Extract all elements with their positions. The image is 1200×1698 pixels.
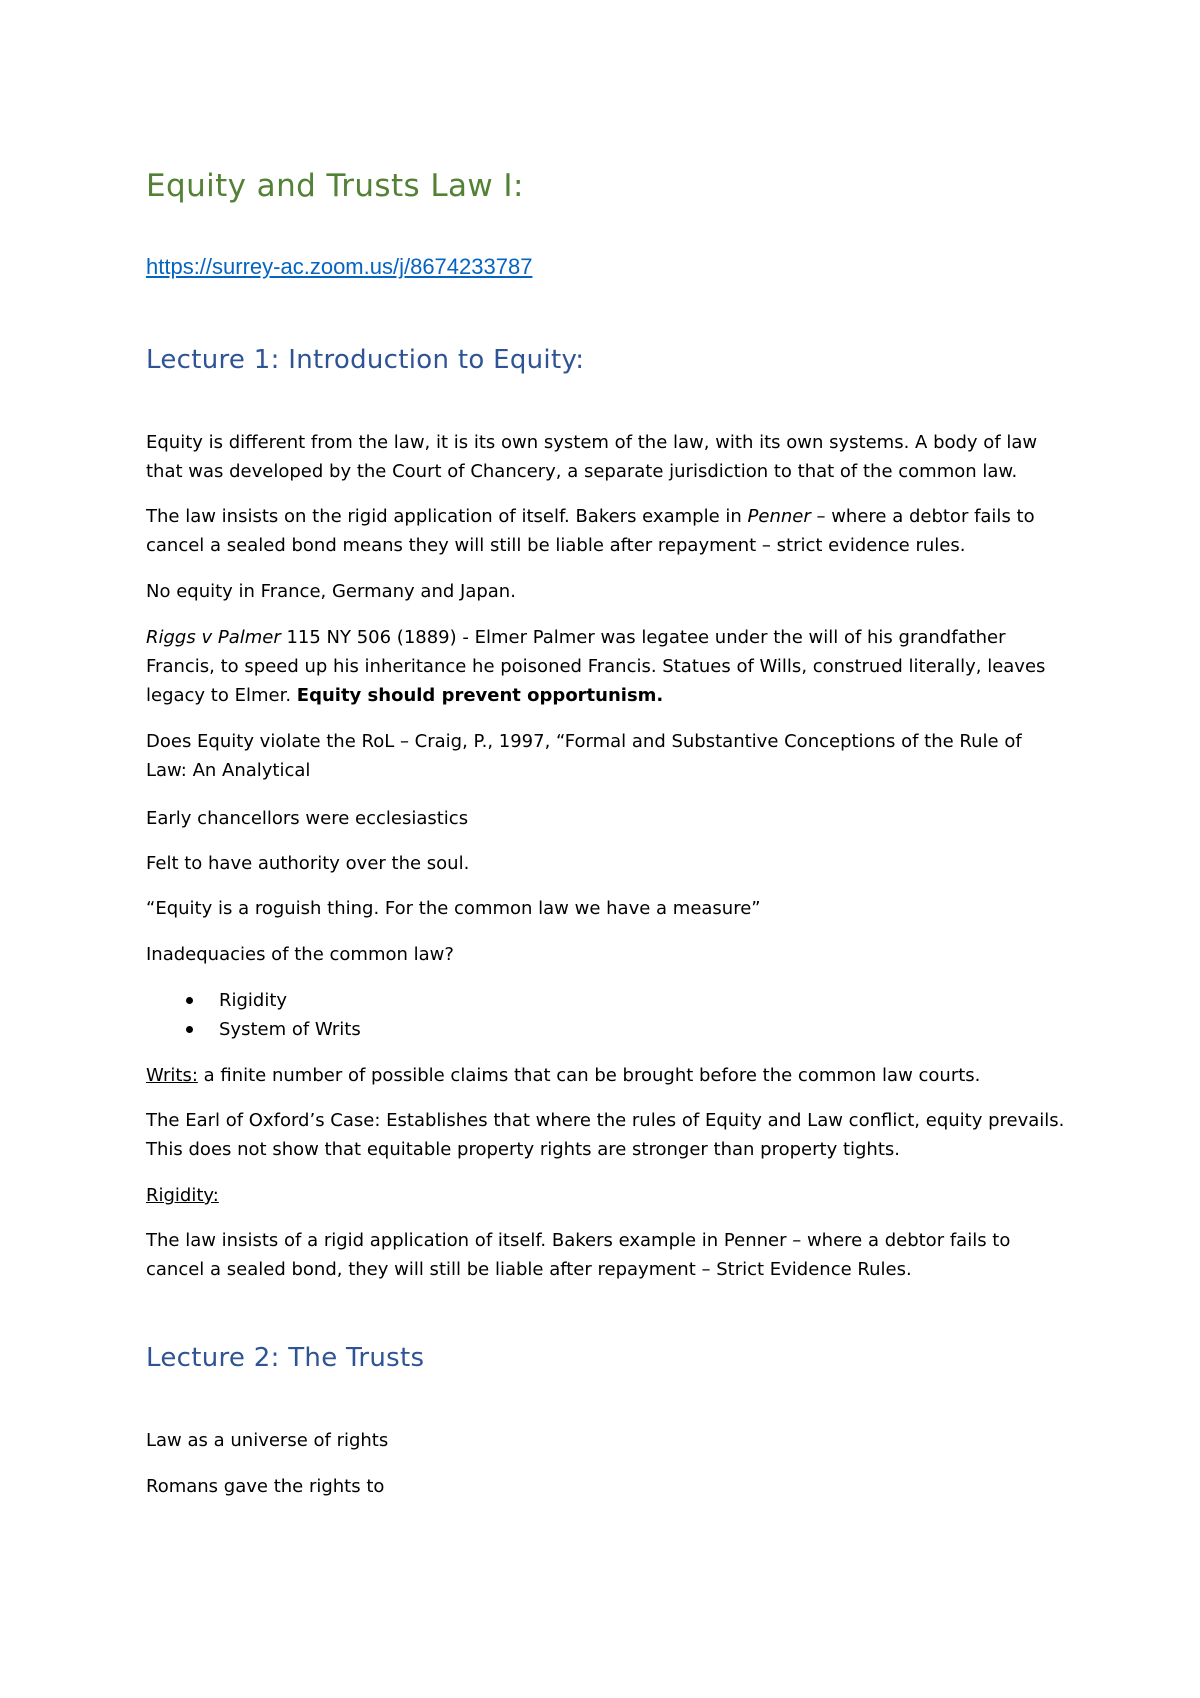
document-title: Equity and Trusts Law I: xyxy=(146,168,524,204)
paragraph-rule-of-law xyxy=(146,727,1022,785)
paragraph-line: Does Equity violate the RoL – Craig, P., 1997, “Formal and Substantive Conceptions of the Rule of xyxy=(146,731,1022,752)
paragraph-text: The law insists on the rigid application of itself. Bakers example in xyxy=(146,506,748,527)
rigidity-label: Rigidity: xyxy=(146,1185,219,1206)
writs-label: Writs: xyxy=(146,1065,198,1086)
list-item xyxy=(146,1015,361,1044)
paragraph-rigidity xyxy=(146,1226,1010,1284)
paragraph-text: 115 NY 506 (1889) - Elmer Palmer was legatee under the will of his grandfather xyxy=(280,627,1006,648)
paragraph-equity-definition xyxy=(146,428,1037,486)
list-item-label: Rigidity xyxy=(219,990,288,1011)
paragraph-text: legacy to Elmer. xyxy=(146,685,297,706)
paragraph-line: The Earl of Oxford’s Case: Establishes that where the rules of Equity and Law conflict, equity prevails. xyxy=(146,1110,1065,1131)
list-item-label: System of Writs xyxy=(219,1019,361,1040)
bullet-icon xyxy=(186,1026,193,1033)
list-item xyxy=(146,986,361,1015)
lecture-2-heading: Lecture 2: The Trusts xyxy=(146,1343,425,1373)
paragraph-riggs-v-palmer xyxy=(146,623,1045,710)
paragraph-chancellors: Early chancellors were ecclesiastics xyxy=(146,808,469,829)
paragraph-text: a finite number of possible claims that can be brought before the common law courts. xyxy=(197,1065,981,1086)
case-name-riggs-v-palmer: Riggs v Palmer xyxy=(146,627,281,648)
paragraph-line: This does not show that equitable property rights are stronger than property tights. xyxy=(146,1139,900,1160)
inadequacies-list xyxy=(146,986,361,1044)
paragraph-earl-of-oxford xyxy=(146,1106,1064,1164)
paragraph-universe-of-rights: Law as a universe of rights xyxy=(146,1430,389,1451)
paragraph-inadequacies: Inadequacies of the common law? xyxy=(146,944,454,965)
paragraph-quote: “Equity is a roguish thing. For the common law we have a measure” xyxy=(146,898,761,919)
paragraph-line: cancel a sealed bond means they will still be liable after repayment – strict evidence rules. xyxy=(146,535,966,556)
paragraph-romans: Romans gave the rights to xyxy=(146,1476,385,1497)
paragraph-rigid-application xyxy=(146,502,1035,560)
zoom-meeting-link[interactable]: https://surrey-ac.zoom.us/j/8674233787 xyxy=(146,254,533,279)
case-name-penner: Penner xyxy=(747,506,811,527)
lecture-1-heading: Lecture 1: Introduction to Equity: xyxy=(146,345,585,375)
paragraph-line: cancel a sealed bond, they will still be liable after repayment – Strict Evidence Rules. xyxy=(146,1259,912,1280)
paragraph-authority-soul: Felt to have authority over the soul. xyxy=(146,853,470,874)
bullet-icon xyxy=(186,997,193,1004)
paragraph-line: Equity is different from the law, it is its own system of the law, with its own systems. A body of law xyxy=(146,432,1038,453)
paragraph-line: Law: An Analytical xyxy=(146,760,311,781)
paragraph-line: Francis, to speed up his inheritance he poisoned Francis. Statues of Wills, construed literally, leaves xyxy=(146,656,1046,677)
paragraph-line: that was developed by the Court of Chancery, a separate jurisdiction to that of the common law. xyxy=(146,461,1018,482)
paragraph-no-equity: No equity in France, Germany and Japan. xyxy=(146,581,516,602)
paragraph-writs xyxy=(146,1061,980,1090)
paragraph-line: The law insists of a rigid application of itself. Bakers example in Penner – where a debtor fails to xyxy=(146,1230,1011,1251)
paragraph-text: – where a debtor fails to xyxy=(810,506,1035,527)
bold-conclusion: Equity should prevent opportunism. xyxy=(296,685,664,706)
